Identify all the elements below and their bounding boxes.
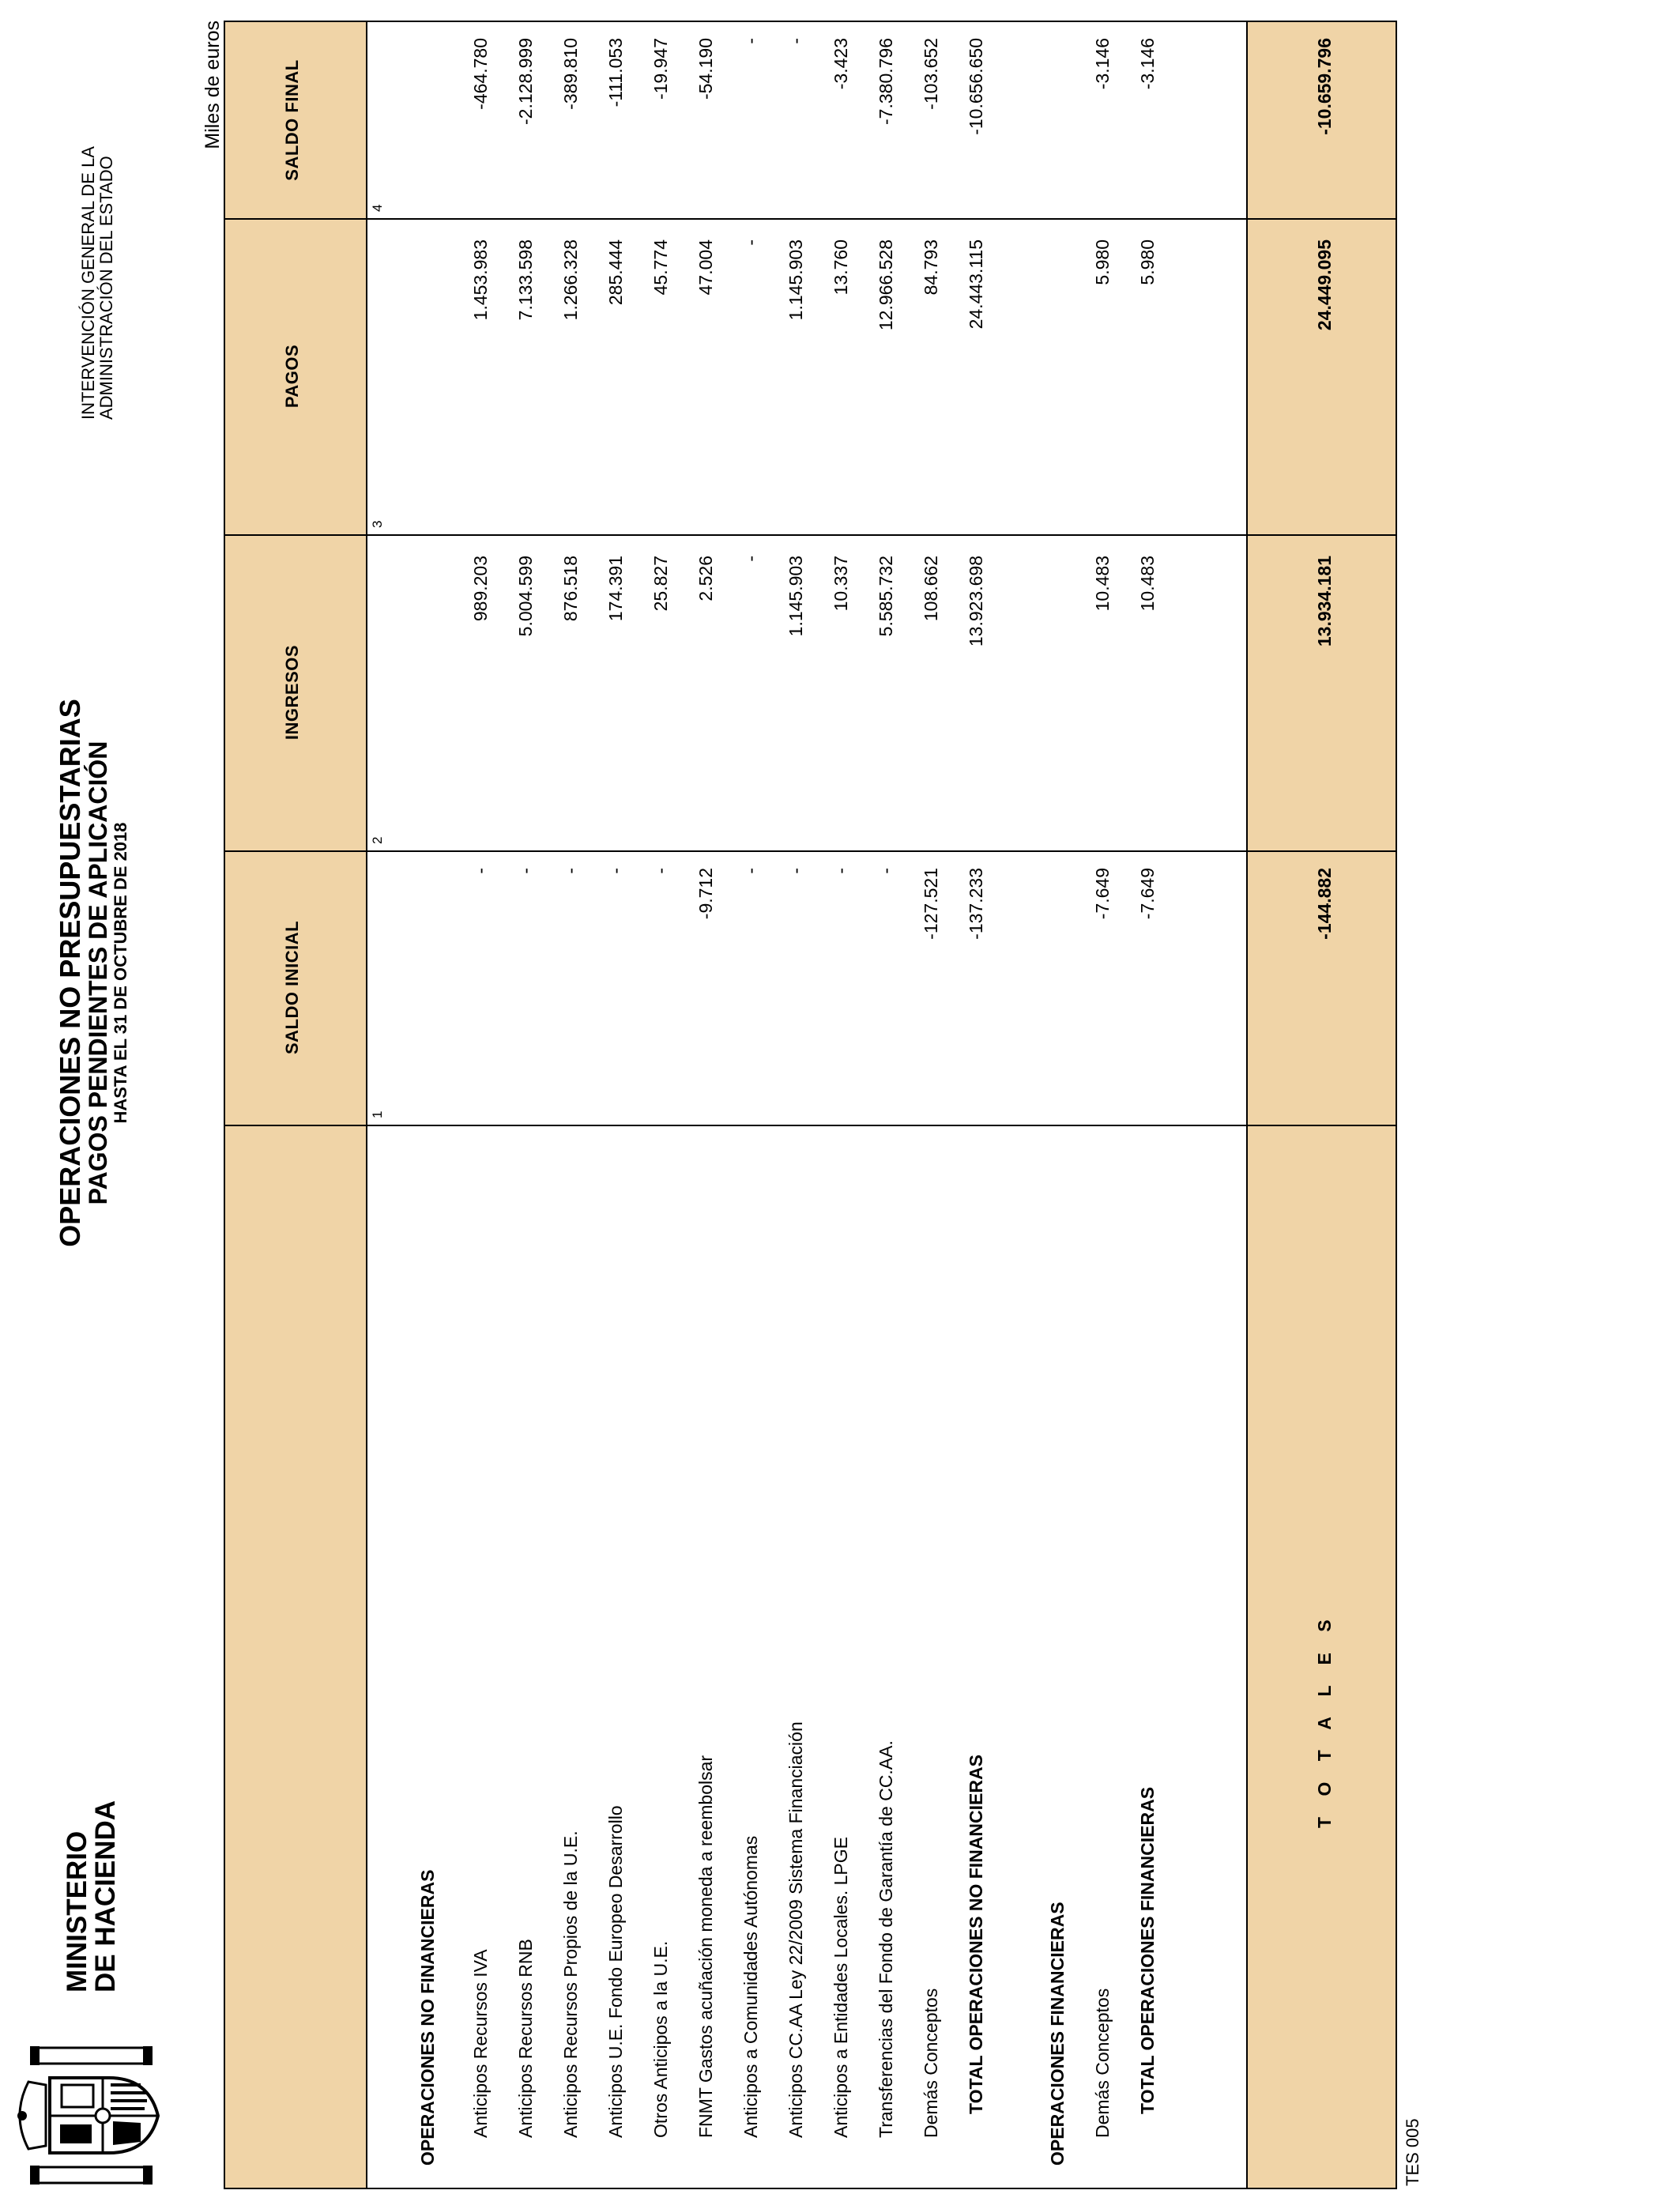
header-saldo-final xyxy=(225,22,366,218)
subtotal-label: TOTAL OPERACIONES FINANCIERAS xyxy=(1137,1786,1158,2114)
column-header: INGRESOS xyxy=(282,644,302,741)
table-cell: 24.443.115 xyxy=(966,239,986,330)
table-cell: - xyxy=(740,556,761,562)
table-cell: -7.649 xyxy=(1092,868,1113,920)
row-label: Anticipos a Comunidades Autónomas xyxy=(740,1835,761,2138)
column-number: 3 xyxy=(370,520,385,528)
igae-label xyxy=(79,146,115,420)
subtotal-label: TOTAL OPERACIONES NO FINANCIERAS xyxy=(966,1755,986,2114)
form-code: TES 005 xyxy=(1403,2118,1422,2186)
row-label: Anticipos Recursos RNB xyxy=(515,1939,536,2138)
table-cell: -3.146 xyxy=(1092,38,1113,90)
row-label: Transferencias del Fondo de Garantía de CC.AA. xyxy=(876,1740,896,2138)
table-cell: - xyxy=(515,868,536,874)
section-heading: OPERACIONES NO FINANCIERAS xyxy=(417,1869,438,2166)
table-cell: 12.966.528 xyxy=(876,239,896,331)
ministry-line-2: DE HACIENDA xyxy=(90,1800,121,1992)
title-line-3: HASTA EL 31 DE OCTUBRE DE 2018 xyxy=(111,822,130,1124)
column-divider xyxy=(225,1125,1396,1126)
table-cell: - xyxy=(605,868,626,874)
row-label: FNMT Gastos acuñación moneda a reembolsar xyxy=(695,1755,716,2138)
table-cell: 47.004 xyxy=(695,239,716,296)
table-cell: -389.810 xyxy=(560,38,581,110)
table-cell: 13.923.698 xyxy=(966,556,986,647)
table-cell: 10.483 xyxy=(1137,556,1158,612)
header-ingresos xyxy=(225,534,366,850)
table-cell: 174.391 xyxy=(605,556,626,622)
totals-rule xyxy=(1246,22,1248,2188)
table-cell: - xyxy=(831,868,851,874)
table-cell: - xyxy=(650,868,671,874)
row-label: Anticipos Recursos IVA xyxy=(470,1949,491,2138)
table-cell: 108.662 xyxy=(921,556,941,622)
table-cell: 1.453.983 xyxy=(470,239,491,321)
table-cell: 876.518 xyxy=(560,556,581,622)
header-label-cell xyxy=(225,1125,366,2188)
table-cell: - xyxy=(470,868,491,874)
table-cell: -111.053 xyxy=(605,38,626,107)
column-divider xyxy=(225,850,1396,852)
column-number: 1 xyxy=(370,1110,385,1118)
totals-label: T O T A L E S xyxy=(1314,1612,1335,1828)
table-cell: - xyxy=(740,38,761,44)
row-label: Anticipos Recursos Propios de la U.E. xyxy=(560,1830,581,2138)
table-cell: -103.652 xyxy=(921,38,941,110)
row-label: Demás Conceptos xyxy=(921,1988,941,2138)
table-cell: 1.145.903 xyxy=(785,239,806,321)
row-label: Otros Anticipos a la U.E. xyxy=(650,1940,671,2138)
row-label: Anticipos U.E. Fondo Europeo Desarrollo xyxy=(605,1805,626,2138)
table-cell: -19.947 xyxy=(650,38,671,100)
table-cell: - xyxy=(740,868,761,874)
title-line-1: OPERACIONES NO PRESUPUESTARIAS xyxy=(54,699,86,1247)
total-saldo-inicial: -144.882 xyxy=(1314,868,1335,940)
table-cell: - xyxy=(740,239,761,246)
column-number: 2 xyxy=(370,836,385,844)
table-cell: -137.233 xyxy=(966,868,986,940)
header-saldo-inicial xyxy=(225,850,366,1125)
section-heading: OPERACIONES FINANCIERAS xyxy=(1047,1902,1068,2166)
table-cell: -7.380.796 xyxy=(876,38,896,125)
table-cell: -464.780 xyxy=(470,38,491,110)
table-cell: 5.004.599 xyxy=(515,556,536,637)
table-cell: 989.203 xyxy=(470,556,491,622)
table-cell: -3.423 xyxy=(831,38,851,90)
table-cell: -54.190 xyxy=(695,38,716,100)
row-label: Anticipos CC.AA Ley 22/2009 Sistema Financiación xyxy=(785,1721,806,2138)
total-ingresos: 13.934.181 xyxy=(1314,556,1335,647)
table-cell: - xyxy=(876,868,896,874)
table-cell: 13.760 xyxy=(831,239,851,296)
table-cell: 285.444 xyxy=(605,239,626,306)
row-label: Anticipos a Entidades Locales. LPGE xyxy=(831,1836,851,2138)
table-cell: 25.827 xyxy=(650,556,671,612)
column-header: PAGOS xyxy=(282,344,302,409)
table-cell: 7.133.598 xyxy=(515,239,536,321)
header-pagos xyxy=(225,218,366,534)
table-cell: -127.521 xyxy=(921,868,941,940)
units-label: Miles de euros xyxy=(202,21,224,149)
coat-of-arms-icon xyxy=(14,2046,164,2185)
ministry-name xyxy=(63,1800,120,1992)
column-header: SALDO INICIAL xyxy=(282,920,302,1055)
table-cell: - xyxy=(560,868,581,874)
table-cell: 84.793 xyxy=(921,239,941,296)
total-saldo-final: -10.659.796 xyxy=(1314,38,1335,135)
table-cell: 1.145.903 xyxy=(785,556,806,637)
table-cell: 10.337 xyxy=(831,556,851,612)
table-cell: 5.585.732 xyxy=(876,556,896,637)
table-cell: 45.774 xyxy=(650,239,671,296)
row-label: Demás Conceptos xyxy=(1092,1988,1113,2138)
table-cell: 10.483 xyxy=(1092,556,1113,612)
table-cell: 2.526 xyxy=(695,556,716,601)
table-cell: -10.656.650 xyxy=(966,38,986,135)
table-cell: 1.266.328 xyxy=(560,239,581,321)
title-line-2: PAGOS PENDIENTES DE APLICACIÓN xyxy=(84,741,112,1205)
ministry-line-1: MINISTERIO xyxy=(62,1830,92,1992)
report-title xyxy=(55,578,131,1368)
table-cell: -9.712 xyxy=(695,868,716,920)
igae-line-2: ADMINISTRACIÓN DEL ESTADO xyxy=(96,156,116,420)
table-cell: -7.649 xyxy=(1137,868,1158,920)
table-cell: - xyxy=(785,868,806,874)
column-header: SALDO FINAL xyxy=(282,59,302,181)
column-divider xyxy=(225,218,1396,220)
table-cell: - xyxy=(785,38,806,44)
column-number: 4 xyxy=(370,204,385,212)
column-divider xyxy=(225,534,1396,536)
data-table xyxy=(224,21,1397,2189)
table-cell: 5.980 xyxy=(1092,239,1113,285)
table-cell: -3.146 xyxy=(1137,38,1158,90)
total-pagos: 24.449.095 xyxy=(1314,239,1335,331)
table-cell: -2.128.999 xyxy=(515,38,536,125)
header-rule xyxy=(366,22,367,2188)
igae-line-1: INTERVENCIÓN GENERAL DE LA xyxy=(78,146,98,420)
table-cell: 5.980 xyxy=(1137,239,1158,285)
